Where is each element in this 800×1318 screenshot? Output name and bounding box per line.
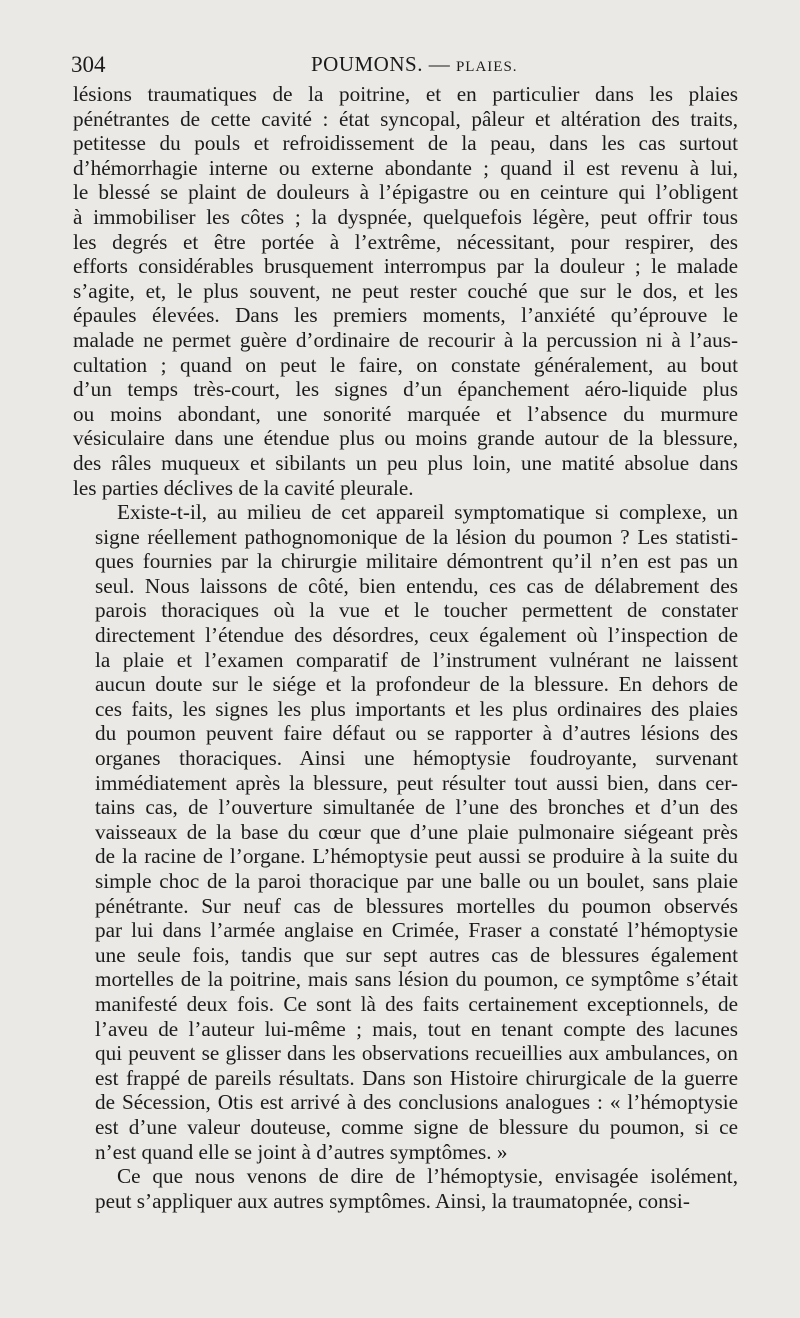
text-line: aucun doute sur le siége et la profondeur de la blessure. En dehors de	[95, 672, 738, 697]
text-line: les parties déclives de la cavité pleurale.	[73, 475, 414, 500]
text-line: manifesté deux fois. Ce sont là des faits certainement exceptionnels, de	[95, 991, 738, 1016]
page-number: 304	[71, 52, 106, 77]
text-line: petitesse du pouls et refroidissement de la peau, dans les cas surtout	[73, 131, 738, 156]
running-title-main: POUMONS. —	[311, 52, 451, 76]
text-line: pénétrantes de cette cavité : état syncopal, pâleur et altération des traits,	[73, 106, 738, 131]
text-line: immédiatement après la blessure, peut résulter tout aussi bien, dans cer-	[95, 770, 738, 795]
text-line: d’hémorrhagie interne ou externe abondante ; quand il est revenu à lui,	[73, 155, 738, 180]
text-line: vésiculaire dans une étendue plus ou moins grande autour de la blessure,	[73, 426, 738, 451]
text-line: directement l’étendue des désordres, ceux également où l’inspection de	[95, 623, 738, 648]
text-line: est d’une valeur douteuse, comme signe de blessure du poumon, si ce	[95, 1114, 738, 1139]
text-line: simple choc de la paroi thoracique par une balle ou un boulet, sans plaie	[95, 869, 738, 893]
text-line: par lui dans l’armée anglaise en Crimée, Fraser a constaté l’hémoptysie	[95, 918, 738, 943]
text-line: l’aveu de l’auteur lui-même ; mais, tout en tenant compte des lacunes	[95, 1016, 738, 1041]
text-line: peut s’appliquer aux autres symptômes. Ainsi, la traumatopnée, consi-	[95, 1188, 690, 1213]
running-title-sub: PLAIES.	[455, 59, 518, 75]
text-line: des râles muqueux et sibilants un peu plus loin, une matité absolue dans	[73, 450, 738, 475]
text-line: cultation ; quand on peut le faire, on constate généralement, au bout	[73, 352, 738, 377]
text-line: lésions traumatiques de la poitrine, et en particulier dans les plaies	[73, 82, 738, 106]
text-line: d’un temps très-court, les signes d’un épanchement aéro-liquide plus	[73, 377, 738, 402]
text-line: efforts considérables brusquement interrompus par la douleur ; le malade	[73, 254, 738, 279]
text-line: de Sécession, Otis est arrivé à des conclusions analogues : « l’hémoptysie	[95, 1090, 738, 1115]
text-line: qui peuvent se glisser dans les observations recueillies aux ambulances, on	[95, 1041, 738, 1066]
text-line: organes thoraciques. Ainsi une hémoptysie foudroyante, survenant	[95, 746, 738, 771]
text-line: la plaie et l’examen comparatif de l’instrument vulnérant ne laissent	[95, 647, 738, 672]
text-line: pénétrante. Sur neuf cas de blessures mortelles du poumon observés	[95, 893, 738, 918]
text-line: une seule fois, tandis que sur sept autres cas de blessures également	[95, 942, 738, 967]
text-line: signe réellement pathognomonique de la lésion du poumon ? Les statisti-	[95, 524, 738, 549]
text-line: les degrés et être portée à l’extrême, nécessitant, pour respirer, des	[73, 229, 738, 254]
text-line: à immobiliser les côtes ; la dyspnée, quelquefois légère, peut offrir tous	[73, 204, 738, 229]
text-line: vaisseaux de la base du cœur que d’une plaie pulmonaire siégeant près	[95, 819, 738, 844]
paragraph	[73, 1164, 738, 1213]
text-line: de la racine de l’organe. L’hémoptysie peut aussi se produire à la suite du	[95, 844, 738, 869]
text-line: ques fournies par la chirurgie militaire démontrent qu’il n’en est pas un	[95, 549, 738, 574]
text-line: seul. Nous laissons de côté, bien entendu, ces cas de délabrement des	[95, 573, 738, 598]
text-line: épaules élevées. Dans les premiers moments, l’anxiété qu’éprouve le	[73, 303, 738, 328]
text-line: le blessé se plaint de douleurs à l’épigastre ou en ceinture qui l’obligent	[73, 180, 738, 205]
text-line: s’agite, et, le plus souvent, ne peut rester couché que sur le dos, et les	[73, 278, 738, 303]
running-title	[311, 52, 518, 77]
paragraph	[73, 82, 738, 500]
text-line: n’est quand elle se joint à d’autres symptômes. »	[95, 1139, 508, 1164]
text-line: mortelles de la poitrine, mais sans lésion du poumon, ce symptôme s’était	[95, 967, 738, 992]
text-line: Ce que nous venons de dire de l’hémoptysie, envisagée isolément,	[117, 1164, 738, 1189]
text-line: tains cas, de l’ouverture simultanée de l’une des bronches et d’un des	[95, 795, 738, 820]
text-line: du poumon peuvent faire défaut ou se rapporter à d’autres lésions des	[95, 721, 738, 746]
text-line: est frappé de pareils résultats. Dans son Histoire chirurgicale de la guerre	[95, 1065, 738, 1090]
text-line: ou moins abondant, une sonorité marquée et l’absence du murmure	[73, 401, 738, 426]
text-line: ces faits, les signes les plus importants et les plus ordinaires des plaies	[95, 696, 738, 721]
text-line: parois thoraciques où la vue et le toucher permettent de constater	[95, 598, 738, 623]
text-line: Existe-t-il, au milieu de cet appareil symptomatique si complexe, un	[117, 500, 738, 525]
text-line: malade ne permet guère d’ordinaire de recourir à la percussion ni à l’aus-	[73, 327, 738, 352]
body-text	[73, 82, 738, 1213]
paragraph	[73, 500, 738, 1164]
